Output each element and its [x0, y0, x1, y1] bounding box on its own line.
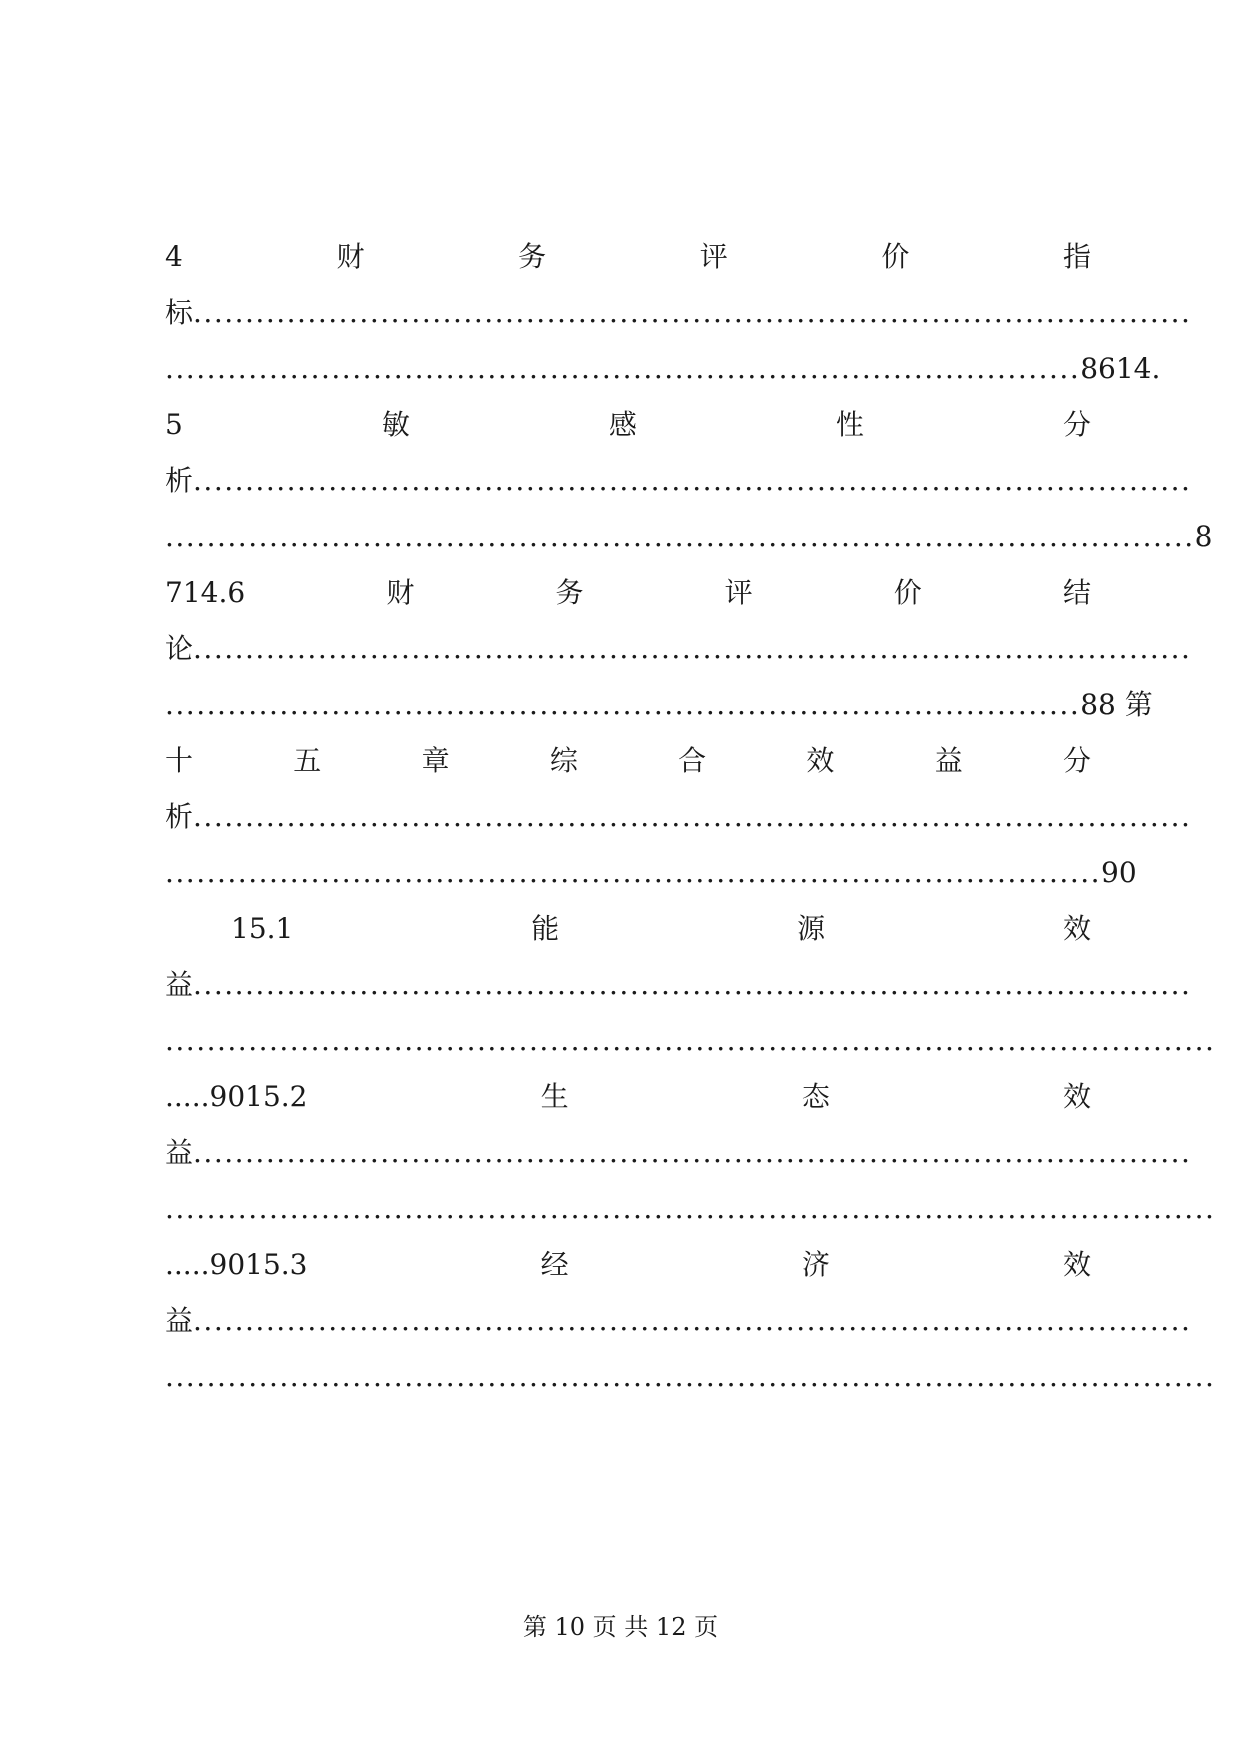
title-char: 评 [699, 240, 728, 273]
title-char: 益 [934, 744, 963, 777]
title-char: 析 [165, 800, 194, 833]
title-char: 性 [835, 408, 864, 441]
dot-leader: ................................................................................................... [165, 520, 1195, 553]
toc-line [165, 237, 1091, 277]
dot-leader: ..................................................................................................... [165, 1024, 1216, 1057]
dot-leader: ................................................................................................ [193, 464, 1192, 497]
title-char: 感 [608, 408, 637, 441]
page-number: 8 [1194, 520, 1213, 553]
page-number: 90 [1101, 856, 1137, 889]
toc-line [165, 741, 1091, 781]
title-char: 章 [421, 744, 450, 777]
section-number: 4 [165, 240, 183, 273]
toc-line [165, 293, 1192, 333]
title-char: 财 [386, 576, 415, 609]
toc-line [165, 853, 1137, 893]
dot-leader: ................................................................................................ [193, 968, 1192, 1001]
page-number: 8614. [1080, 352, 1161, 385]
title-char: 效 [806, 744, 835, 777]
title-char: 能 [531, 912, 560, 945]
title-char: 析 [165, 464, 194, 497]
title-char: 效 [1062, 1080, 1091, 1113]
toc-line [165, 1301, 1192, 1341]
dot-leader: ..................................................................................................... [165, 1360, 1216, 1393]
section-number: 15.1 [231, 912, 294, 945]
title-char: 财 [336, 240, 365, 273]
title-char: 效 [1062, 1248, 1091, 1281]
toc-line [165, 685, 1153, 725]
dot-leader: ..................................................................................................... [165, 1192, 1216, 1225]
section-number: .....9015.2 [165, 1080, 308, 1113]
section-number: 714.6 [165, 576, 246, 609]
title-char: 指 [1062, 240, 1091, 273]
title-char: 源 [797, 912, 826, 945]
page-footer: 第 10 页 共 12 页 [522, 1613, 719, 1641]
title-char: 标 [165, 296, 194, 329]
toc-line [165, 1189, 1216, 1229]
title-char: 济 [801, 1248, 830, 1281]
dot-leader: ................................................................................................ [193, 800, 1192, 833]
title-char: 分 [1062, 744, 1091, 777]
title-char: 结 [1062, 576, 1091, 609]
dot-leader: .......................................................................................... [165, 856, 1102, 889]
title-char: 益 [165, 1136, 194, 1169]
title-char: 评 [724, 576, 753, 609]
toc-line [165, 1357, 1216, 1397]
toc-line [165, 1077, 1091, 1117]
dot-leader: ........................................................................................ [165, 352, 1081, 385]
dot-leader: ................................................................................................ [193, 1304, 1192, 1337]
title-char: 综 [549, 744, 578, 777]
toc-line [165, 461, 1192, 501]
title-char: 十 [165, 744, 194, 777]
dot-leader: ................................................................................................ [193, 1136, 1192, 1169]
title-char: 合 [678, 744, 707, 777]
title-char: 五 [293, 744, 322, 777]
section-number: 5 [165, 408, 183, 441]
dot-leader: ................................................................................................ [193, 632, 1192, 665]
title-char: 务 [555, 576, 584, 609]
toc-line [165, 517, 1213, 557]
toc-line [165, 1133, 1192, 1173]
toc-line [165, 405, 1091, 445]
title-char: 生 [540, 1080, 569, 1113]
title-char: 经 [540, 1248, 569, 1281]
toc-line [165, 797, 1192, 837]
toc-line [165, 629, 1192, 669]
title-char: 效 [1062, 912, 1091, 945]
dot-leader: ................................................................................................ [193, 296, 1192, 329]
title-char: 态 [801, 1080, 830, 1113]
toc-line [165, 909, 1091, 949]
section-number: .....9015.3 [165, 1248, 308, 1281]
title-char: 论 [165, 632, 194, 665]
title-char: 价 [893, 576, 922, 609]
toc-line [165, 349, 1161, 389]
title-char: 分 [1062, 408, 1091, 441]
toc-line [165, 1245, 1091, 1285]
title-char: 务 [518, 240, 547, 273]
toc-line [165, 573, 1091, 613]
dot-leader: ........................................................................................ [165, 688, 1081, 721]
title-char: 敏 [381, 408, 410, 441]
title-char: 价 [881, 240, 910, 273]
toc-line [165, 965, 1192, 1005]
title-char: 益 [165, 968, 194, 1001]
title-char: 益 [165, 1304, 194, 1337]
page-number: 88 第 [1080, 688, 1153, 721]
toc-line [165, 1021, 1216, 1061]
